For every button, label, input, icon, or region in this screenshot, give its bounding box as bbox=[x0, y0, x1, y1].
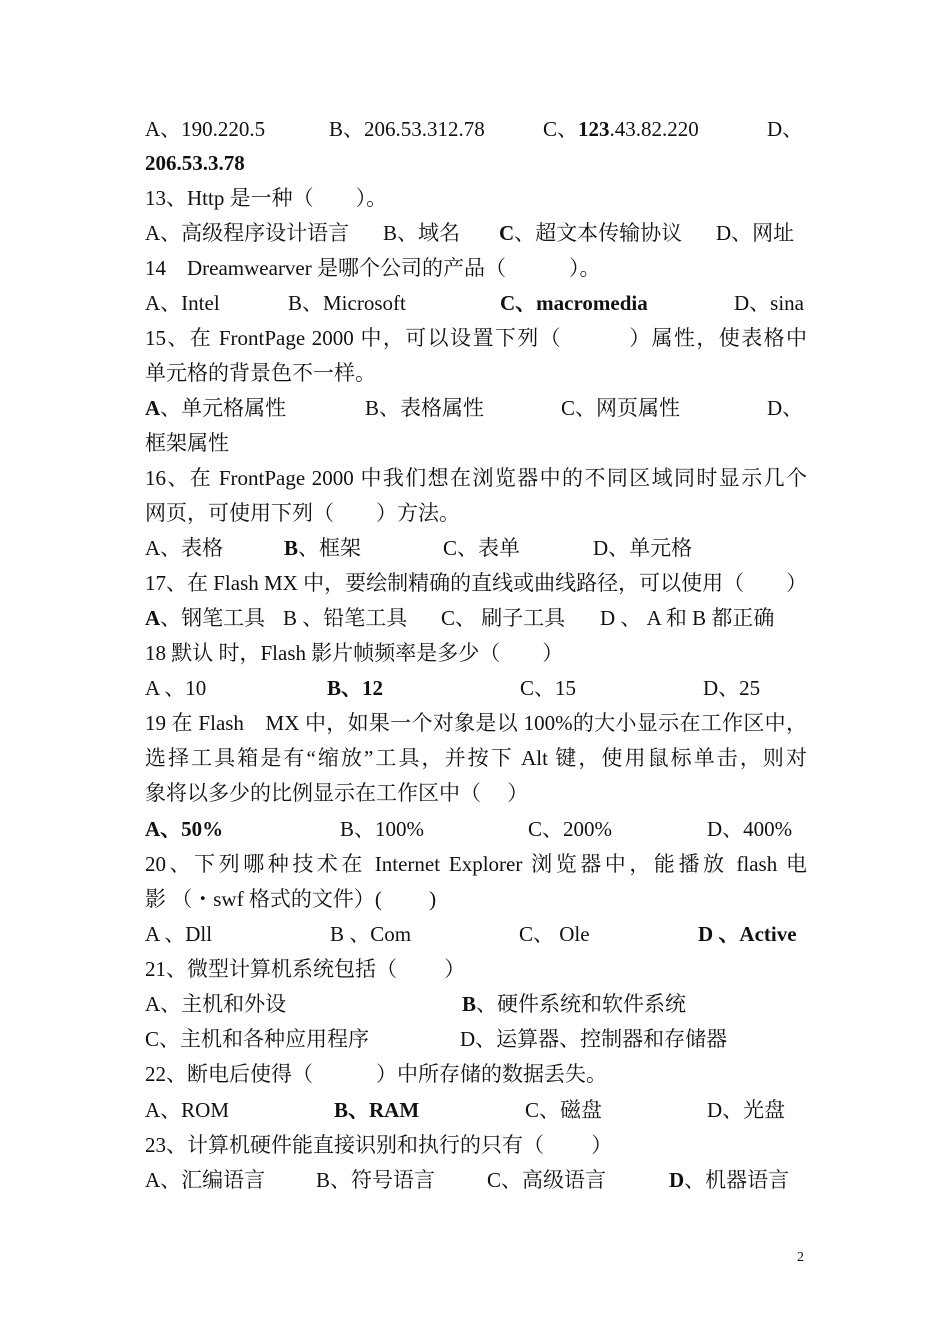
q17-option-c: C、 刷子工具 bbox=[441, 606, 566, 630]
q18-option-d: D、25 bbox=[703, 676, 761, 700]
q18-option-b: B、12 bbox=[327, 676, 384, 700]
q12-option-c: C、123.43.82.220 bbox=[543, 117, 699, 141]
q22-option-c: C、磁盘 bbox=[525, 1098, 603, 1122]
q14-option-a: A、Intel bbox=[145, 291, 220, 315]
q12-options-row bbox=[145, 112, 807, 147]
q14-stem: 14 Dreamwearver 是哪个公司的产品（ ）。 bbox=[145, 256, 601, 280]
q16-option-c: C、表单 bbox=[443, 536, 521, 560]
q18-option-a: A 、10 bbox=[145, 676, 207, 700]
q19-option-b: B、100% bbox=[340, 817, 424, 841]
q21-option-d: D、运算器、控制器和存储器 bbox=[460, 1027, 728, 1051]
q14-option-b: B、Microsoft bbox=[288, 291, 406, 315]
q15-stem-line-2: 单元格的背景色不一样。 bbox=[145, 361, 376, 385]
q20-stem-line-1: 20、下列哪种技术在 Internet Explorer 浏览器中，能播放 flash 电 bbox=[145, 852, 807, 876]
q16-option-b: B、框架 bbox=[284, 536, 362, 560]
q15-option-a: A、单元格属性 bbox=[145, 396, 287, 420]
q12-option-a: A、190.220.5 bbox=[145, 117, 266, 141]
q15-stem-line-1: 15、在 FrontPage 2000 中，可以设置下列（ ）属性，使表格中 bbox=[145, 326, 807, 350]
q13-option-a: A、高级程序设计语言 bbox=[145, 221, 350, 245]
q13-option-b: B、域名 bbox=[383, 221, 461, 245]
q12-option-d-continued: 206.53.3.78 bbox=[145, 151, 245, 175]
q20-option-b: B 、Com bbox=[330, 922, 412, 946]
q23-option-b: B、符号语言 bbox=[316, 1168, 436, 1192]
q15-option-d: D、 bbox=[767, 396, 804, 420]
q13-options-row bbox=[145, 216, 807, 251]
q23-option-d: D、机器语言 bbox=[669, 1168, 790, 1192]
q19-options-row bbox=[145, 812, 807, 847]
page-number: 2 bbox=[797, 1250, 804, 1265]
q14-option-c: C、macromedia bbox=[500, 291, 648, 315]
q17-option-a: A、钢笔工具 bbox=[145, 606, 266, 630]
q22-option-b: B、RAM bbox=[334, 1098, 420, 1122]
q21-option-a: A、主机和外设 bbox=[145, 992, 287, 1016]
q14-options-row bbox=[145, 286, 807, 321]
q21-options-row-1 bbox=[145, 987, 807, 1022]
q15-option-c: C、网页属性 bbox=[561, 396, 681, 420]
q13-stem: 13、Http 是一种（ ）。 bbox=[145, 186, 388, 210]
q19-stem-line-1: 19 在 Flash MX 中，如果一个对象是以 100%的大小显示在工作区中， bbox=[145, 711, 807, 735]
q13-option-d: D、网址 bbox=[716, 221, 795, 245]
q17-option-d: D 、 A 和 B 都正确 bbox=[600, 606, 775, 630]
q22-options-row bbox=[145, 1093, 807, 1128]
q12-option-b: B、206.53.312.78 bbox=[329, 117, 485, 141]
q16-stem-line-1: 16、在 FrontPage 2000 中我们想在浏览器中的不同区域同时显示几个 bbox=[145, 466, 807, 490]
q23-option-a: A、汇编语言 bbox=[145, 1168, 266, 1192]
q21-options-row-2 bbox=[145, 1022, 807, 1057]
q16-stem-line-2: 网页，可使用下列（ ）方法。 bbox=[145, 501, 460, 525]
q20-stem-line-2: 影 （・swf 格式的文件）( ) bbox=[145, 887, 437, 911]
q16-options-row bbox=[145, 531, 807, 566]
q17-options-row bbox=[145, 601, 807, 636]
q18-option-c: C、15 bbox=[520, 676, 577, 700]
q20-option-c: C、 Ole bbox=[519, 922, 590, 946]
q19-option-c: C、200% bbox=[528, 817, 612, 841]
q15-option-b: B、表格属性 bbox=[365, 396, 485, 420]
q18-options-row bbox=[145, 671, 807, 706]
q23-stem: 23、计算机硬件能直接识别和执行的只有（ ） bbox=[145, 1133, 613, 1157]
q18-stem: 18 默认 时，Flash 影片帧频率是多少（ ） bbox=[145, 641, 564, 665]
q17-stem: 17、在 Flash MX 中，要绘制精确的直线或曲线路径，可以使用（ ） bbox=[145, 571, 808, 595]
q20-option-d: D 、Active bbox=[698, 922, 797, 946]
q15-option-d-continued: 框架属性 bbox=[145, 431, 229, 455]
q17-option-b: B 、铅笔工具 bbox=[283, 606, 408, 630]
q19-option-a: A、50% bbox=[145, 817, 224, 841]
q21-option-c: C、主机和各种应用程序 bbox=[145, 1027, 370, 1051]
q20-options-row bbox=[145, 917, 807, 952]
q20-option-a: A 、Dll bbox=[145, 922, 213, 946]
q22-option-a: A、ROM bbox=[145, 1098, 230, 1122]
q19-stem-line-2: 选择工具箱是有“缩放”工具，并按下 Alt 键，使用鼠标单击，则对 bbox=[145, 746, 807, 770]
q15-options-row bbox=[145, 391, 807, 426]
q19-option-d: D、400% bbox=[707, 817, 793, 841]
q16-option-a: A、表格 bbox=[145, 536, 224, 560]
q14-option-d: D、sina bbox=[734, 291, 804, 315]
q22-stem: 22、断电后使得（ ）中所存储的数据丢失。 bbox=[145, 1062, 607, 1086]
q12-option-d: D、 bbox=[767, 117, 804, 141]
q13-option-c: C、超文本传输协议 bbox=[499, 221, 683, 245]
q23-option-c: C、高级语言 bbox=[487, 1168, 607, 1192]
q21-option-b: B、硬件系统和软件系统 bbox=[462, 992, 687, 1016]
q19-stem-line-3: 象将以多少的比例显示在工作区中（ ） bbox=[145, 781, 529, 805]
q21-stem: 21、微型计算机系统包括（ ） bbox=[145, 957, 466, 981]
q16-option-d: D、单元格 bbox=[593, 536, 693, 560]
q23-options-row bbox=[145, 1163, 807, 1198]
q22-option-d: D、光盘 bbox=[707, 1098, 786, 1122]
